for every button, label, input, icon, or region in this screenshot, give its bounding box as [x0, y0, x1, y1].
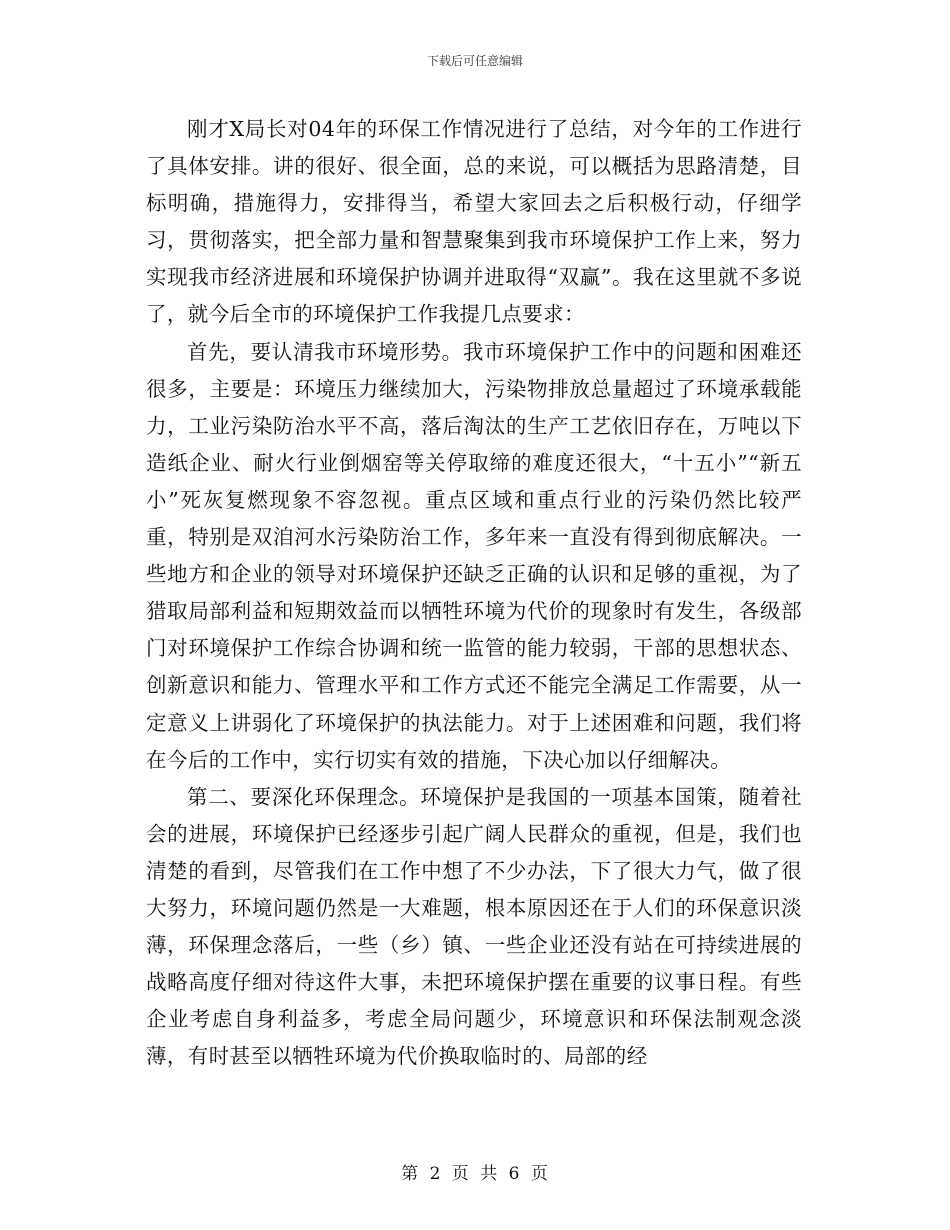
paragraph-intro: 刚才X局长对04年的环保工作情况进行了总结，对今年的工作进行了具体安排。讲的很好、很全面，总的来说，可以概括为思路清楚，目标明确，措施得力，安排得当，希望大家回去之后积极行动，仔细学习，贯彻落实，把全部力量和智慧聚集到我市环境保护工作上来，努力实现我市经济进展和环境保护协调并进取得“双赢”。我在这里就不多说了，就今后全市的环境保护工作我提几点要求： [146, 117, 802, 327]
paragraph-second-point: 第二、要深化环保理念。环境保护是我国的一项基本国策，随着社会的进展，环境保护已经逐步引起广阔人民群众的重视，但是，我们也清楚的看到，尽管我们在工作中想了不少办法，下了很大力气，做了很大努力，环境问题仍然是一大难题，根本原因还在于人们的环保意识淡薄，环保理念落后，一些（乡）镇、一些企业还没有站在可持续进展的战略高度仔细对待这件大事，未把环境保护摆在重要的议事日程。有些企业考虑自身利益多，考虑全局问题少，环境意识和环保法制观念淡薄，有时甚至以牺牲环境为代价换取临时的、局部的经 [146, 784, 802, 1069]
page-footer: 第 2 页 共 6 页 [401, 1164, 549, 1184]
paragraph-first-point: 首先，要认清我市环境形势。我市环境保护工作中的问题和困难还很多，主要是：环境压力继续加大，污染物排放总量超过了环境承载能力，工业污染防治水平不高，落后淘汰的生产工艺依旧存在，万吨以下造纸企业、耐火行业倒烟窑等关停取缔的难度还很大，“十五小”“新五小”死灰复燃现象不容忽视。重点区域和重点行业的污染仍然比较严重，特别是双洎河水污染防治工作，多年来一直没有得到彻底解决。一些地方和企业的领导对环境保护还缺乏正确的认识和足够的重视，为了猎取局部利益和短期效益而以牺牲环境为代价的现象时有发生，各级部门对环境保护工作综合协调和统一监管的能力较弱，干部的思想状态、创新意识和能力、管理水平和工作方式还不能完全满足工作需要，从一定意义上讲弱化了环境保护的执法能力。对于上述困难和问题，我们将在今后的工作中，实行切实有效的措施，下决心加以仔细解决。 [146, 339, 802, 772]
document-body [146, 111, 802, 1075]
page-header: 下载后可任意编辑 [426, 54, 523, 68]
